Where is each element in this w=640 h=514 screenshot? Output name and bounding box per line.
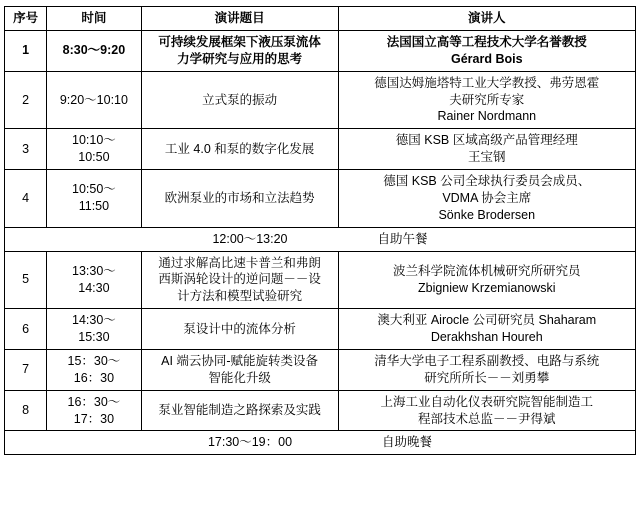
row-time: 9:20～10:10 bbox=[47, 71, 141, 129]
row-speaker: 波兰科学院流体机械研究所研究员 Zbigniew Krzemianowski bbox=[338, 251, 635, 309]
break-lunch-label: 自助午餐 bbox=[377, 231, 428, 246]
table-row bbox=[5, 71, 636, 129]
column-header-speaker: 演讲人 bbox=[338, 7, 635, 31]
row-number: 4 bbox=[5, 170, 47, 228]
row-number: 5 bbox=[5, 251, 47, 309]
row-time: 10:10～ 10:50 bbox=[47, 129, 141, 170]
table-row bbox=[5, 349, 636, 390]
table-row bbox=[5, 30, 636, 71]
row-time: 13:30～ 14:30 bbox=[47, 251, 141, 309]
row-speaker: 德国 KSB 区域高级产品管理经理 王宝钢 bbox=[338, 129, 635, 170]
row-time: 10:50～ 11:50 bbox=[47, 170, 141, 228]
row-number: 6 bbox=[5, 309, 47, 350]
row-topic: 立式泵的振动 bbox=[141, 71, 338, 129]
row-topic: 泵设计中的流体分析 bbox=[141, 309, 338, 350]
table-body bbox=[5, 30, 636, 454]
row-time: 15：30～ 16：30 bbox=[47, 349, 141, 390]
row-speaker: 德国达姆施塔特工业大学教授、弗劳恩霍 夫研究所专家 Rainer Nordmann bbox=[338, 71, 635, 129]
table-header bbox=[5, 7, 636, 31]
row-time: 14:30～ 15:30 bbox=[47, 309, 141, 350]
row-topic: AI 端云协同-赋能旋转类设备 智能化升级 bbox=[141, 349, 338, 390]
table-row bbox=[5, 170, 636, 228]
table-row-break-lunch bbox=[5, 227, 636, 251]
break-lunch-cell bbox=[5, 227, 636, 251]
row-number: 8 bbox=[5, 390, 47, 431]
table-row bbox=[5, 390, 636, 431]
row-topic: 可持续发展框架下液压泵流体 力学研究与应用的思考 bbox=[141, 30, 338, 71]
row-speaker: 法国国立高等工程技术大学名誉教授 Gérard Bois bbox=[338, 30, 635, 71]
row-speaker: 清华大学电子工程系副教授、电路与系统 研究所所长－－刘勇攀 bbox=[338, 349, 635, 390]
schedule-table bbox=[4, 6, 636, 455]
row-time: 16：30～ 17：30 bbox=[47, 390, 141, 431]
table-row bbox=[5, 129, 636, 170]
column-header-time: 时间 bbox=[47, 7, 141, 31]
row-number: 3 bbox=[5, 129, 47, 170]
table-row-break-dinner bbox=[5, 431, 636, 455]
row-topic: 欧洲泵业的市场和立法趋势 bbox=[141, 170, 338, 228]
row-topic: 工业 4.0 和泵的数字化发展 bbox=[141, 129, 338, 170]
row-number: 7 bbox=[5, 349, 47, 390]
row-number: 2 bbox=[5, 71, 47, 129]
table-row bbox=[5, 251, 636, 309]
row-topic: 通过求解高比速卡普兰和弗朗 西斯涡轮设计的逆问题－－设 计方法和模型试验研究 bbox=[141, 251, 338, 309]
column-header-no: 序号 bbox=[5, 7, 47, 31]
row-speaker: 上海工业自动化仪表研究院智能制造工 程部技术总监－－尹得斌 bbox=[338, 390, 635, 431]
table-header-row bbox=[5, 7, 636, 31]
row-topic: 泵业智能制造之路探索及实践 bbox=[141, 390, 338, 431]
break-dinner-time: 17:30～19：00 bbox=[207, 435, 293, 450]
row-speaker: 德国 KSB 公司全球执行委员会成员、 VDMA 协会主席 Sönke Brodersen bbox=[338, 170, 635, 228]
row-speaker: 澳大利亚 Airocle 公司研究员 Shaharam Derakhshan Houreh bbox=[338, 309, 635, 350]
break-lunch-time: 12:00～13:20 bbox=[212, 231, 288, 246]
table-row bbox=[5, 309, 636, 350]
break-dinner-label: 自助晚餐 bbox=[382, 435, 433, 450]
row-time: 8:30～9:20 bbox=[47, 30, 141, 71]
break-dinner-cell bbox=[5, 431, 636, 455]
column-header-topic: 演讲题目 bbox=[141, 7, 338, 31]
row-number: 1 bbox=[5, 30, 47, 71]
